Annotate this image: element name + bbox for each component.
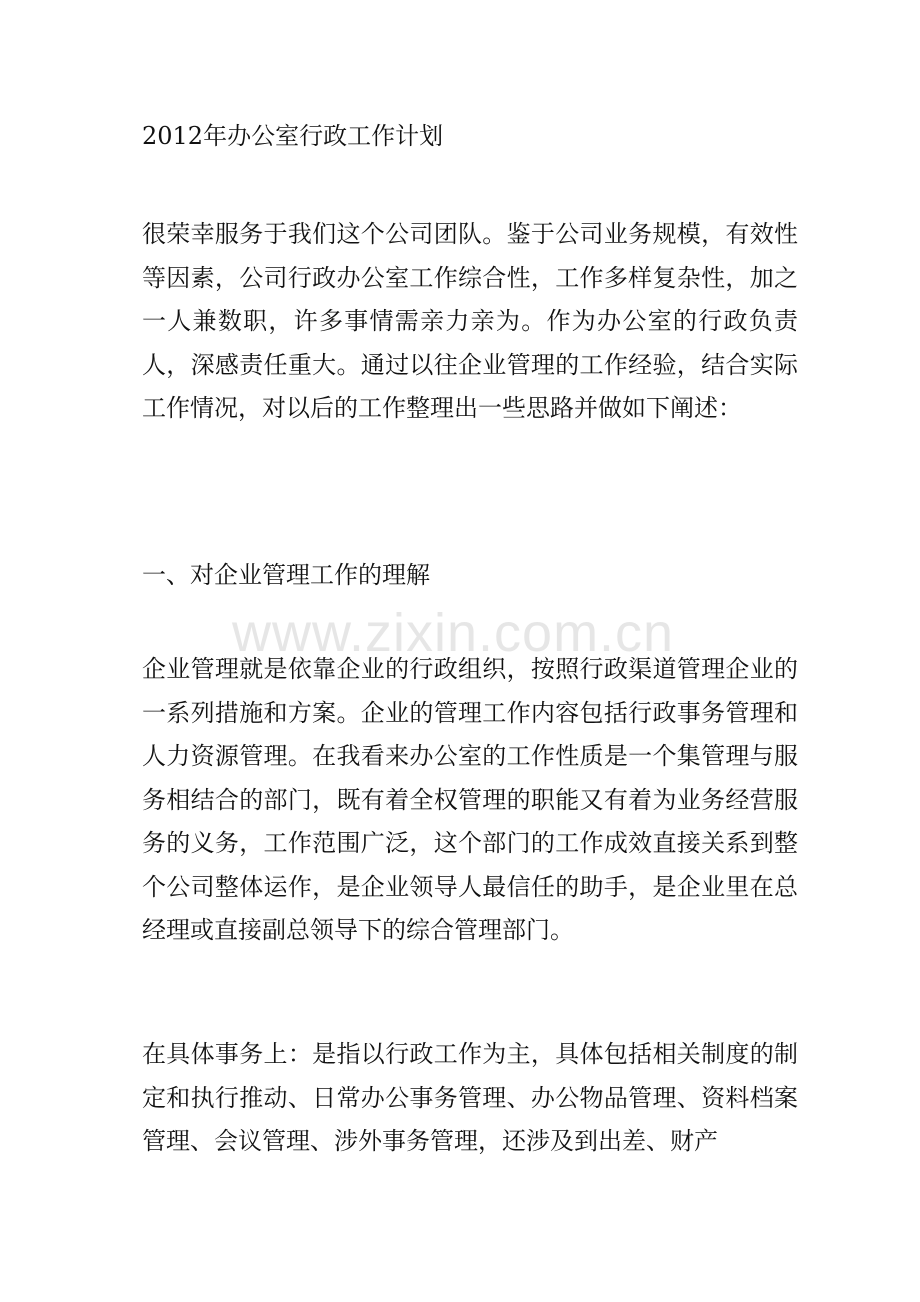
- watermark: www.zixin.com.cn: [232, 603, 675, 663]
- document-title: 2012年办公室行政工作计划: [142, 122, 444, 150]
- section-paragraph: 在具体事务上：是指以行政工作为主，具体包括相关制度的制定和执行推动、日常办公事务管理、办公物品管理、资料档案管理、会议管理、涉外事务管理，还涉及到出差、财产: [142, 1040, 798, 1155]
- intro-paragraph: 很荣幸服务于我们这个公司团队。鉴于公司业务规模，有效性等因素，公司行政办公室工作综合性，工作多样复杂性，加之一人兼数职，许多事情需亲力亲为。作为办公室的行政负责人，深感责任重大。通过以往企业管理的工作经验，结合实际工作情况，对以后的工作整理出一些思路并做如下阐述：: [142, 220, 798, 422]
- section-paragraph: 企业管理就是依靠企业的行政组织，按照行政渠道管理企业的一系列措施和方案。企业的管理工作内容包括行政事务管理和人力资源管理。在我看来办公室的工作性质是一个集管理与服务相结合的部门，既有着全权管理的职能又有着为业务经营服务的义务，工作范围广泛，这个部门的工作成效直接关系到整个公司整体运作，是企业领导人最信任的助手，是企业里在总经理或直接副总领导下的综合管理部门。: [142, 655, 798, 944]
- section-heading: 一、对企业管理工作的理解: [142, 561, 430, 589]
